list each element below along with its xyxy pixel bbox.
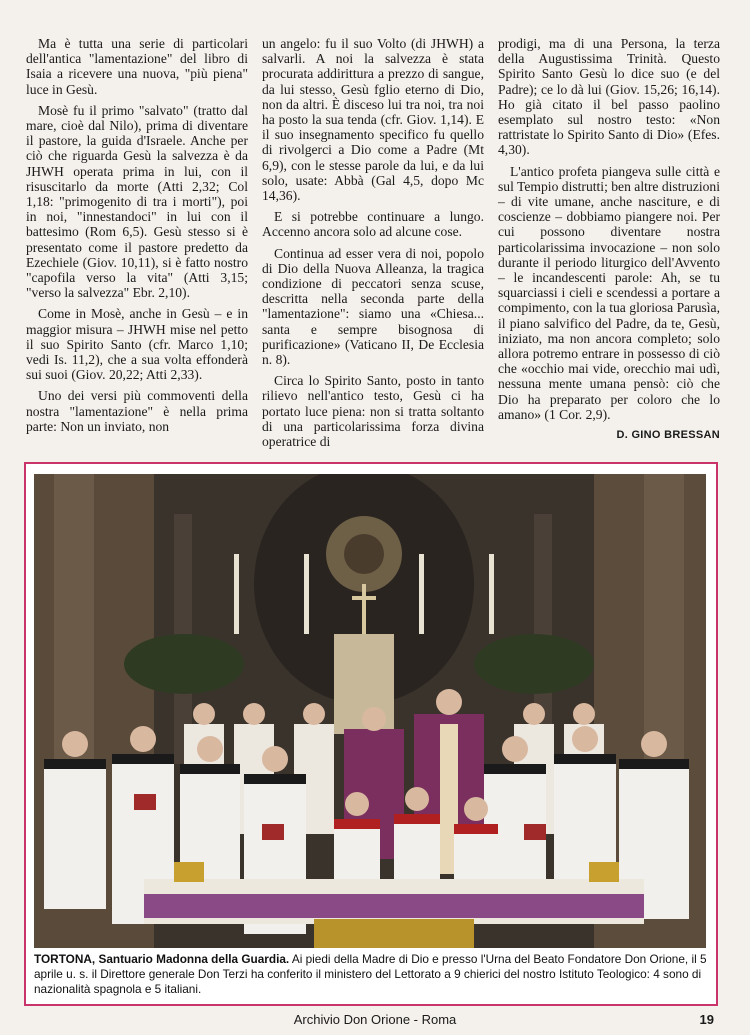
group-photo-illustration (34, 474, 706, 948)
group-photo (34, 474, 706, 948)
article-column-3 (498, 36, 720, 454)
page-footer (0, 1012, 750, 1032)
paragraph: prodigi, ma di una Persona, la terza della Augustissima Trinità. Questo Spirito Santo Gesù lo dice suo (e del Padre); ce lo dà lui (Giov. 15,26; 16,14). Ho già citato il bel passo paolino esemplato sul nostro testo: «Non rattristate lo Spirito Santo di Dio» (Efes. 4,30). (498, 36, 720, 158)
paragraph: Continua ad esser vera di noi, popolo di Dio della Nuova Alleanza, la tragica condizione di peccatori senza scuse, descritta nella seconda parte della "lamentazione": siamo una «Chiesa... santa e sempre bisognosa di purificazione» (Vaticano II, De Ecclesia n. 8). (262, 245, 484, 368)
paragraph: Come in Mosè, anche in Gesù – e in maggior misura – JHWH mise nel petto il suo Spirito Santo (cfr. Marco 1,10; vedi Is. 11,2), che a sua volta effonderà sui suoi (Giov. 20,22; Atti 2,33). (26, 306, 248, 383)
paragraph: Uno dei versi più commoventi della nostra "lamentazione" è nella prima parte: Non un inviato, non (26, 388, 248, 434)
author-signature: D. GINO BRESSAN (616, 429, 720, 442)
caption-place: TORTONA, Santuario Madonna della Guardia. (34, 952, 290, 966)
paragraph: un angelo: fu il suo Volto (di JHWH) a salvarli. A noi la salvezza è stata procurata addirittura a prezzo di sangue, da lui stesso, Gesù fglio eterno di Dio, non da altri. È disceso lui tra noi, tra noi ha posto la sua tenda (cfr. Giov. 1,14). E il suo insegnamento specifico fu quello di rivolgerci a Dio come a Padre (Mt 6,9), con le stesse parole da lui, e da lui solo, usate: Abbà (Gal 4,5, dopo Mc 14,36). (262, 36, 484, 204)
article-column-2 (262, 36, 484, 454)
paragraph: Circa lo Spirito Santo, posto in tanto rilievo nell'antico testo, Gesù ci ha portato luce piena: non si tratta soltanto di una particolarissima forza divina operatrice di (262, 373, 484, 450)
page-number: 19 (699, 1012, 714, 1027)
caption-text: Ai piedi della Madre di Dio e presso l'Urna del Beato Fondatore Don Orione, il 5 aprile u. s. il Direttore generale Don Terzi ha conferito il ministero del Lettorato a 9 chierici del nostro Istituto Teologico: 4 sono di nazionalità spagnola e 5 italiani. (34, 952, 707, 996)
photo-caption (34, 952, 710, 997)
paragraph: Ma è tutta una serie di particolari dell'antica "lamentazione" del libro di Isaia a ricevere una nuova, "più piena" luce in Gesù. (26, 36, 248, 97)
paragraph: Mosè fu il primo "salvato" (tratto dal mare, cioè dal Nilo), prima di diventare il pastore, la guida d'Israele. Anche per ciò che riguarda Gesù la salvezza è da JHWH operata prima in lui, con il risuscitarlo da morte (Atti 2,32; Col 1,18: "primogenito di tra i morti"), poi in noi, "innestandoci" in lui con il battesimo (Rom 6,5). Gesù stesso si è presentato come il pastore predetto da Ezechiele (Giov. 10,11), si è fatto nostro "capofila verso la vita" (Atti 3,15; "verso la salvezza" Ebr. 2,10). (26, 102, 248, 301)
paragraph: L'antico profeta piangeva sulle città e sul Tempio distrutti; ben altre distruzioni – di vite umane, anche nasciture, e di coscienze – dobbiamo piangere noi. Per cui possono diventare nostra particolarissima invocazione – non solo durante il periodo liturgico dell'Avvento – le incandescenti parole: Ah, se tu squarciassi i cieli e scendessi a portare a compimento, con la tua gloriosa Parusìa, il piano salvifico del Padre, da te, Gesù, iniziato, ma non ancora completo; solo allora potremo entrare in possesso di ciò che «occhio mai vide, orecchio mai udì, nessuna mente umana pensò: ciò che Dio ha preparato per coloro che lo amano» (1 Cor. 2,9). (498, 163, 720, 422)
archive-credit: Archivio Don Orione - Roma (293, 1012, 457, 1027)
paragraph: E si potrebbe continuare a lungo. Accenno ancora solo ad alcune cose. (262, 209, 484, 240)
article-columns (26, 36, 720, 454)
photo-frame (24, 462, 718, 1006)
article-column-1 (26, 36, 248, 454)
